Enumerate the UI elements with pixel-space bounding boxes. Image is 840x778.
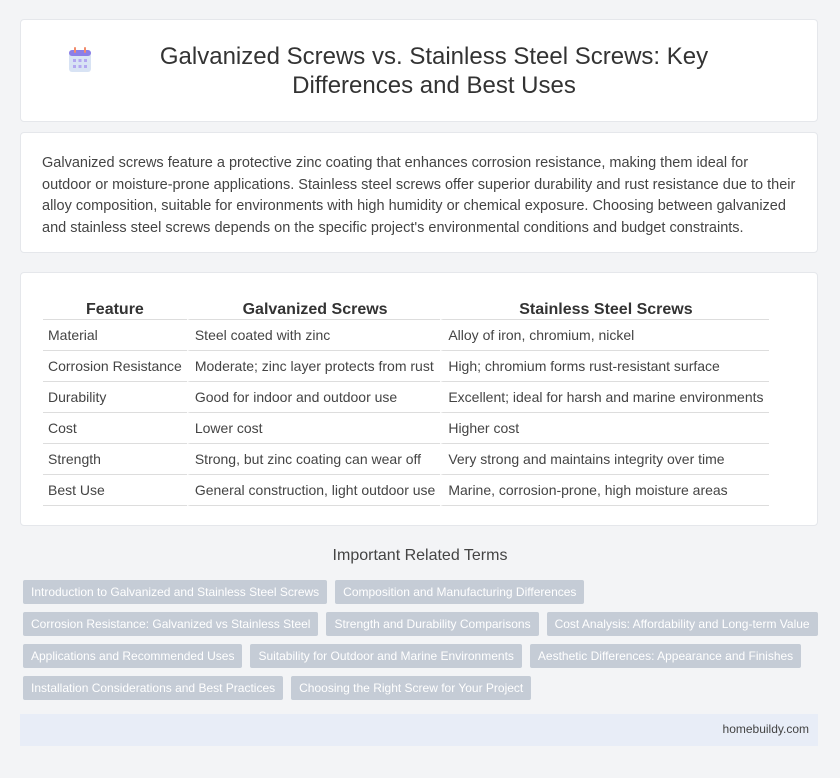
table-row xyxy=(43,444,769,475)
table-cell: Higher cost xyxy=(440,413,768,444)
related-tag[interactable]: Aesthetic Differences: Appearance and Finishes xyxy=(530,644,801,668)
related-tag[interactable]: Cost Analysis: Affordability and Long-term Value xyxy=(547,612,818,636)
tag-row xyxy=(23,676,823,700)
table-cell: Moderate; zinc layer protects from rust xyxy=(187,351,440,382)
table-cell: General construction, light outdoor use xyxy=(187,475,440,506)
table-row xyxy=(43,475,769,506)
related-tag[interactable]: Suitability for Outdoor and Marine Environments xyxy=(250,644,521,668)
table-cell: Durability xyxy=(43,382,187,413)
tag-row xyxy=(23,580,823,604)
table-cell: Strength xyxy=(43,444,187,475)
table-cell: High; chromium forms rust-resistant surface xyxy=(440,351,768,382)
tag-row xyxy=(23,644,823,668)
header-galvanized: Galvanized Screws xyxy=(187,295,440,320)
related-tag[interactable]: Introduction to Galvanized and Stainless Steel Screws xyxy=(23,580,327,604)
related-tag[interactable]: Choosing the Right Screw for Your Project xyxy=(291,676,531,700)
table-cell: Marine, corrosion-prone, high moisture areas xyxy=(440,475,768,506)
table-cell: Lower cost xyxy=(187,413,440,444)
comparison-card xyxy=(20,272,818,526)
related-terms-title: Important Related Terms xyxy=(332,547,508,564)
table-cell: Excellent; ideal for harsh and marine environments xyxy=(440,382,768,413)
table-cell: Corrosion Resistance xyxy=(43,351,187,382)
table-cell: Strong, but zinc coating can wear off xyxy=(187,444,440,475)
header-stainless: Stainless Steel Screws xyxy=(440,295,768,320)
table-row xyxy=(43,351,769,382)
related-tag[interactable]: Corrosion Resistance: Galvanized vs Stainless Steel xyxy=(23,612,318,636)
intro-card xyxy=(20,132,818,253)
table-cell: Good for indoor and outdoor use xyxy=(187,382,440,413)
related-tag[interactable]: Applications and Recommended Uses xyxy=(23,644,242,668)
comparison-table xyxy=(43,295,769,506)
related-tag[interactable]: Installation Considerations and Best Practices xyxy=(23,676,283,700)
footer-site-link[interactable]: homebuildy.com xyxy=(722,722,809,736)
table-cell: Alloy of iron, chromium, nickel xyxy=(440,320,768,351)
table-row xyxy=(43,320,769,351)
related-tag[interactable]: Strength and Durability Comparisons xyxy=(326,612,538,636)
table-cell: Very strong and maintains integrity over time xyxy=(440,444,768,475)
page-title xyxy=(21,42,817,100)
header-card xyxy=(20,19,818,122)
table-row xyxy=(43,382,769,413)
table-cell: Steel coated with zinc xyxy=(187,320,440,351)
table-header-row xyxy=(43,295,769,320)
related-terms xyxy=(23,580,823,708)
tag-row xyxy=(23,612,823,636)
header-feature: Feature xyxy=(43,295,187,320)
table-cell: Best Use xyxy=(43,475,187,506)
table-row xyxy=(43,413,769,444)
footer xyxy=(20,714,818,746)
table-cell: Material xyxy=(43,320,187,351)
page-title-text: Galvanized Screws vs. Stainless Steel Screws: Key Differences and Best Uses xyxy=(159,43,709,99)
intro-paragraph: Galvanized screws feature a protective zinc coating that enhances corrosion resistance, making them ideal for outdoor or moisture-prone applications. Stainless steel screws offer superior durability and rust resistance due to their alloy composition, suitable for environments with high humidity or chemical exposure. Choosing between galvanized and stainless steel screws depends on the specific project's environmental conditions and budget constraints. xyxy=(42,155,796,236)
related-tag[interactable]: Composition and Manufacturing Differences xyxy=(335,580,584,604)
table-cell: Cost xyxy=(43,413,187,444)
